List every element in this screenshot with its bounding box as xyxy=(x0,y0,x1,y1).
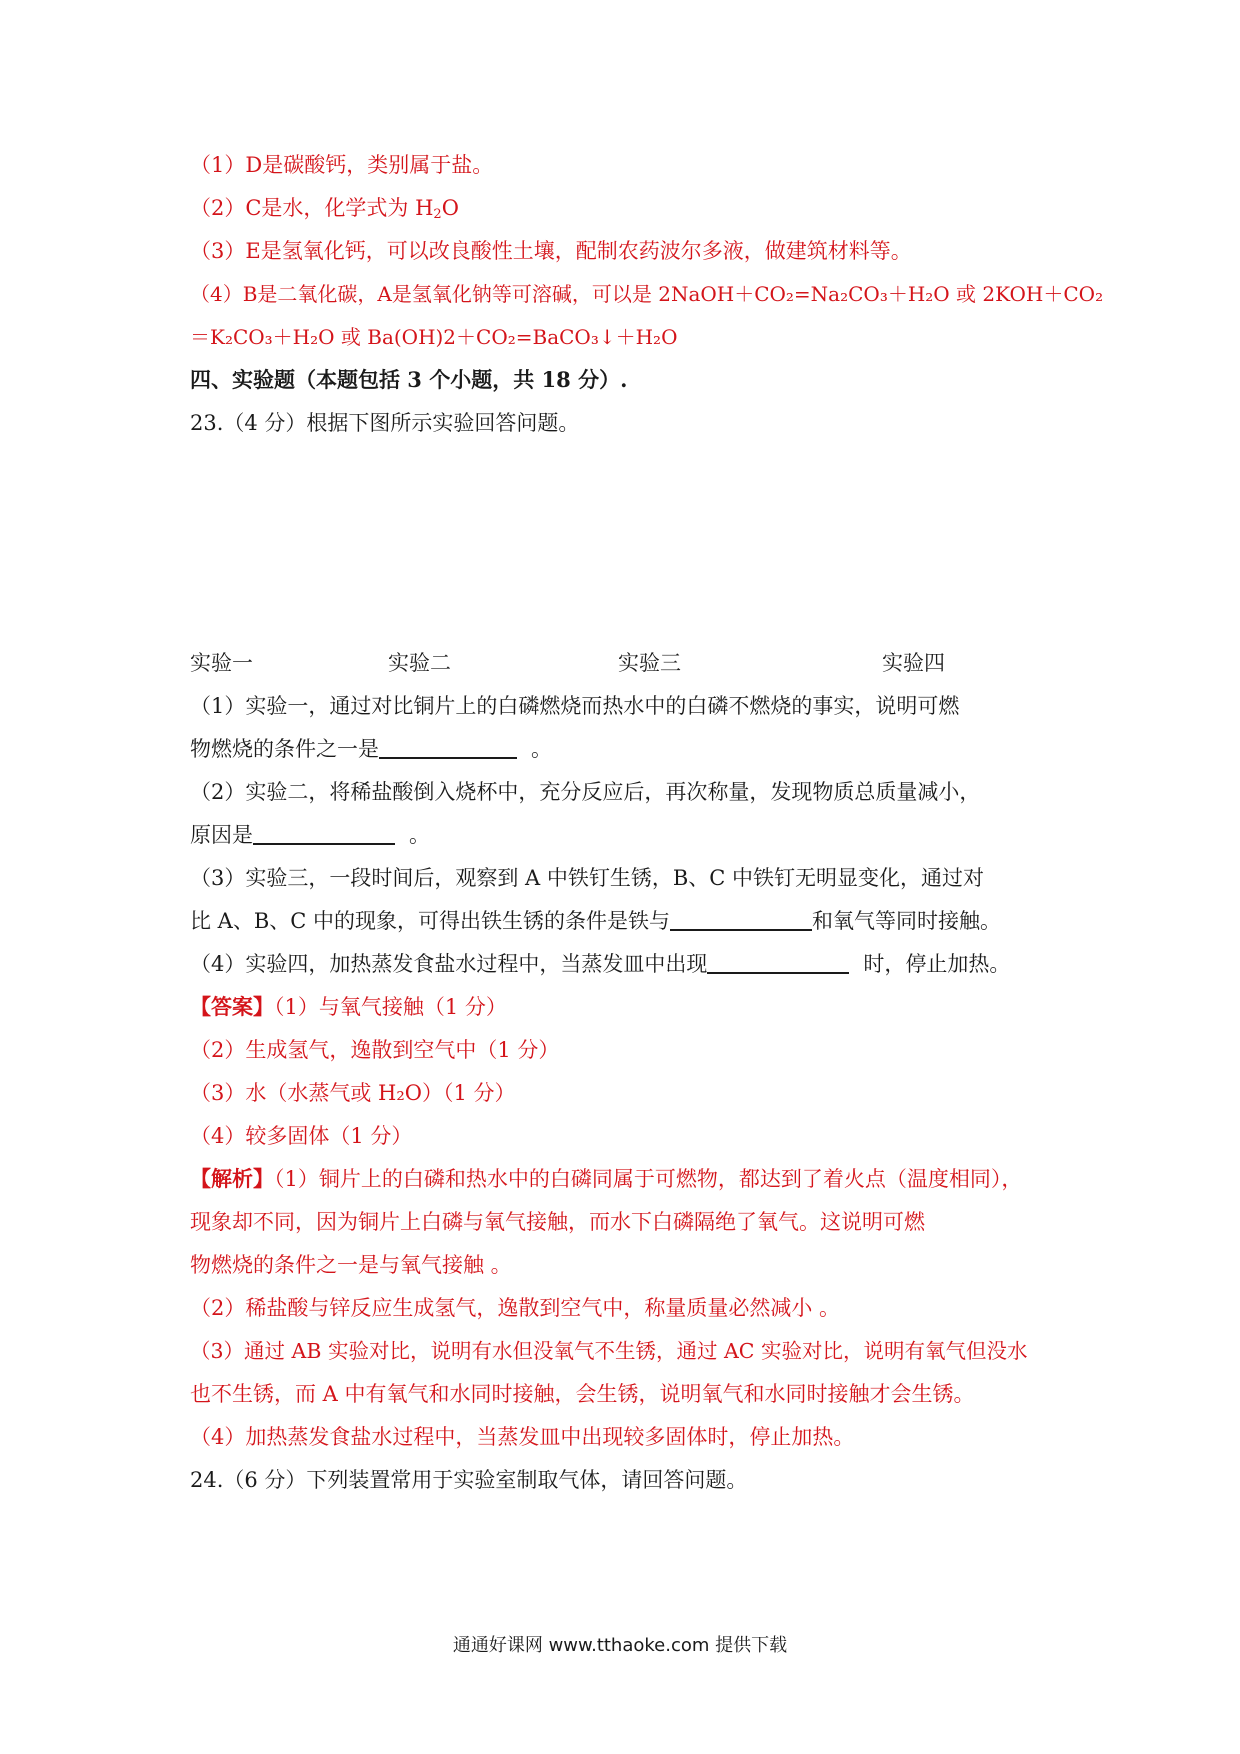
q24-stem: 24.（6 分）下列装置常用于实验室制取气体，请回答问题。 xyxy=(190,1468,748,1492)
experiment-label-3: 实验三 xyxy=(618,651,681,675)
q23-part4-text: （4）实验四，加热蒸发食盐水过程中，当蒸发皿中出现 xyxy=(190,952,708,976)
answer-blank-3[interactable] xyxy=(670,907,812,931)
solution-line-2-tail: O xyxy=(441,196,459,220)
analysis-line-5: （3）通过 AB 实验对比，说明有水但没氧气不生锈，通过 AC 实验对比，说明有氧气但没水 xyxy=(190,1339,1028,1363)
q23-part1-end: 。 xyxy=(531,737,552,761)
solution-line-1: （1）D是碳酸钙，类别属于盐。 xyxy=(190,153,494,177)
q23-part1-text: 物燃烧的条件之一是 xyxy=(190,737,379,761)
answer-line-3: （3）水（水蒸气或 H₂O）（1 分） xyxy=(190,1081,516,1105)
analysis-line-3: 物燃烧的条件之一是与氧气接触 。 xyxy=(190,1253,512,1277)
page-footer: 通通好课网 www.tthaoke.com 提供下载 xyxy=(452,1635,788,1656)
q23-part3-end: 和氧气等同时接触。 xyxy=(812,909,1002,933)
answer-blank-2[interactable] xyxy=(253,821,395,845)
q23-part2-end: 。 xyxy=(409,823,430,847)
q23-part4 xyxy=(190,949,1010,979)
answer-tag: 【答案】 xyxy=(190,994,274,1019)
solution-line-2-subscript: 2 xyxy=(433,207,442,222)
answer-1: （1）与氧气接触（1 分） xyxy=(274,995,507,1019)
solution-line-4: （4）B是二氧化碳，A是氢氧化钠等可溶碱，可以是 2NaOH＋CO₂=Na₂CO₃＋H₂O 或 2KOH＋CO₂ xyxy=(190,282,1104,306)
solution-line-2-text: （2）C是水，化学式为 H xyxy=(190,196,434,220)
q23-part3-line-a: （3）实验三，一段时间后，观察到 A 中铁钉生锈，B、C 中铁钉无明显变化，通过对 xyxy=(190,866,985,890)
analysis-line-1 xyxy=(190,1164,1022,1194)
q23-stem: 23.（4 分）根据下图所示实验回答问题。 xyxy=(190,411,580,435)
experiment-label-4: 实验四 xyxy=(882,651,945,675)
answer-line-2: （2）生成氢气，逸散到空气中（1 分） xyxy=(190,1038,560,1062)
q23-part2-line-b xyxy=(190,820,430,850)
q23-part2-line-a: （2）实验二，将稀盐酸倒入烧杯中，充分反应后，再次称量，发现物质总质量减小， xyxy=(190,780,981,804)
answer-line-4: （4）较多固体（1 分） xyxy=(190,1124,413,1148)
solution-line-5: ＝K₂CO₃＋H₂O 或 Ba(OH)2＋CO₂=BaCO₃↓＋H₂O xyxy=(190,325,678,349)
solution-line-3: （3）E是氢氧化钙，可以改良酸性土壤，配制农药波尔多液，做建筑材料等。 xyxy=(190,239,912,263)
analysis-1a: （1）铜片上的白磷和热水中的白磷同属于可燃物，都达到了着火点（温度相同）， xyxy=(274,1167,1023,1191)
analysis-tag: 【解析】 xyxy=(190,1166,274,1191)
section-heading: 四、实验题（本题包括 3 个小题，共 18 分）. xyxy=(190,367,628,392)
answer-blank-4[interactable] xyxy=(707,950,849,974)
q23-part3-text: 比 A、B、C 中的现象，可得出铁生锈的条件是铁与 xyxy=(190,909,671,933)
q23-part1-line-a: （1）实验一，通过对比铜片上的白磷燃烧而热水中的白磷不燃烧的事实，说明可燃 xyxy=(190,694,960,718)
q23-part3-line-b xyxy=(190,906,1001,936)
answer-blank-1[interactable] xyxy=(379,735,517,759)
q23-part1-line-b xyxy=(190,734,552,764)
solution-line-2 xyxy=(190,193,459,223)
q23-part4-end: 时，停止加热。 xyxy=(863,952,1011,976)
analysis-line-7: （4）加热蒸发食盐水过程中，当蒸发皿中出现较多固体时，停止加热。 xyxy=(190,1425,855,1449)
experiment-label-2: 实验二 xyxy=(388,651,451,675)
analysis-line-6: 也不生锈，而 A 中有氧气和水同时接触，会生锈，说明氧气和水同时接触才会生锈。 xyxy=(190,1382,975,1406)
q23-part2-text: 原因是 xyxy=(190,823,253,847)
experiment-label-1: 实验一 xyxy=(190,651,253,675)
analysis-line-2: 现象却不同，因为铜片上白磷与氧气接触，而水下白磷隔绝了氧气。这说明可燃 xyxy=(190,1210,925,1234)
analysis-line-4: （2）稀盐酸与锌反应生成氢气，逸散到空气中，称量质量必然减小 。 xyxy=(190,1296,841,1320)
answer-line-1 xyxy=(190,992,507,1022)
